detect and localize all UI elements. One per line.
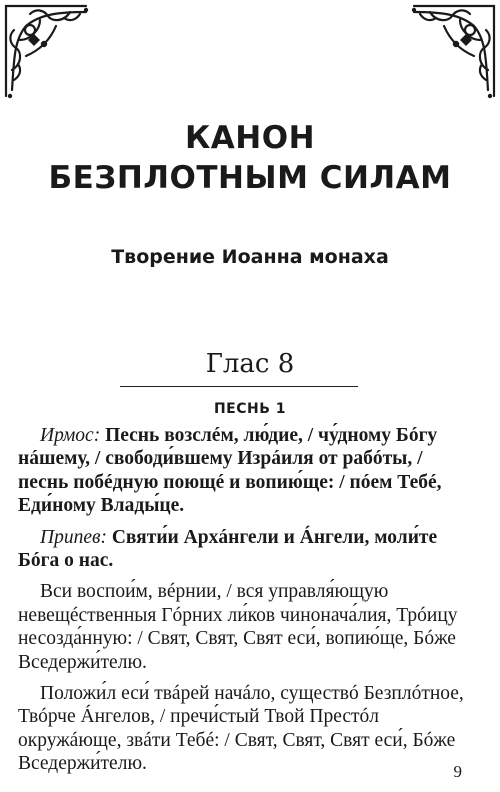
troparion-1: Вси воспои́м, вéрнии, / вся управля́ющую невещéственныя Гóрних ли́ков чинонача́лия, Трóицу несозда́нную: / Свят, Свят, Свят еси́, вопию́ще, Бóже Вседержи́телю. bbox=[18, 581, 458, 673]
refrain-label: Припев: bbox=[40, 526, 107, 548]
canon-text bbox=[18, 424, 474, 784]
divider-rule bbox=[120, 386, 358, 387]
irmos-paragraph bbox=[18, 424, 474, 518]
refrain-paragraph bbox=[18, 526, 474, 573]
refrain-text: Святи́и Архáнгели и Áнгели, моли́те Бóга о нас. bbox=[18, 526, 438, 572]
canon-title bbox=[0, 118, 500, 198]
troparion-2: Положи́л еси́ твáрей начáло, существó Безплóтное, Твóрче Áнгелов, / пречи́стый Твой Престóл окружáюще, звáти Тебé: / Свят, Свят, Свят еси́, Бóже Вседержи́телю. bbox=[18, 683, 464, 775]
author-subtitle: Творение Иоанна монаха bbox=[111, 246, 389, 268]
ode-heading: ПЕСНЬ 1 bbox=[213, 401, 287, 417]
irmos-label: Ирмос: bbox=[40, 425, 101, 446]
title-line-1: КАНОН bbox=[184, 120, 316, 156]
corner-ornament-right bbox=[408, 0, 500, 100]
page-number: 9 bbox=[453, 762, 462, 781]
corner-ornament-left bbox=[0, 0, 92, 100]
irmos-text: Песнь возслéм, лю́дие, / чу́дному Бóгу нáшему, / свободи́вшему Изрáиля от рабóты, / песнь побéдную поющé и вопию́ще: / пóем Тебé, Еди́ному Влады́це. bbox=[18, 425, 442, 517]
title-line-2: БЕЗПЛОТНЫМ СИЛАМ bbox=[48, 160, 452, 196]
tone-heading: Глас 8 bbox=[205, 349, 295, 379]
